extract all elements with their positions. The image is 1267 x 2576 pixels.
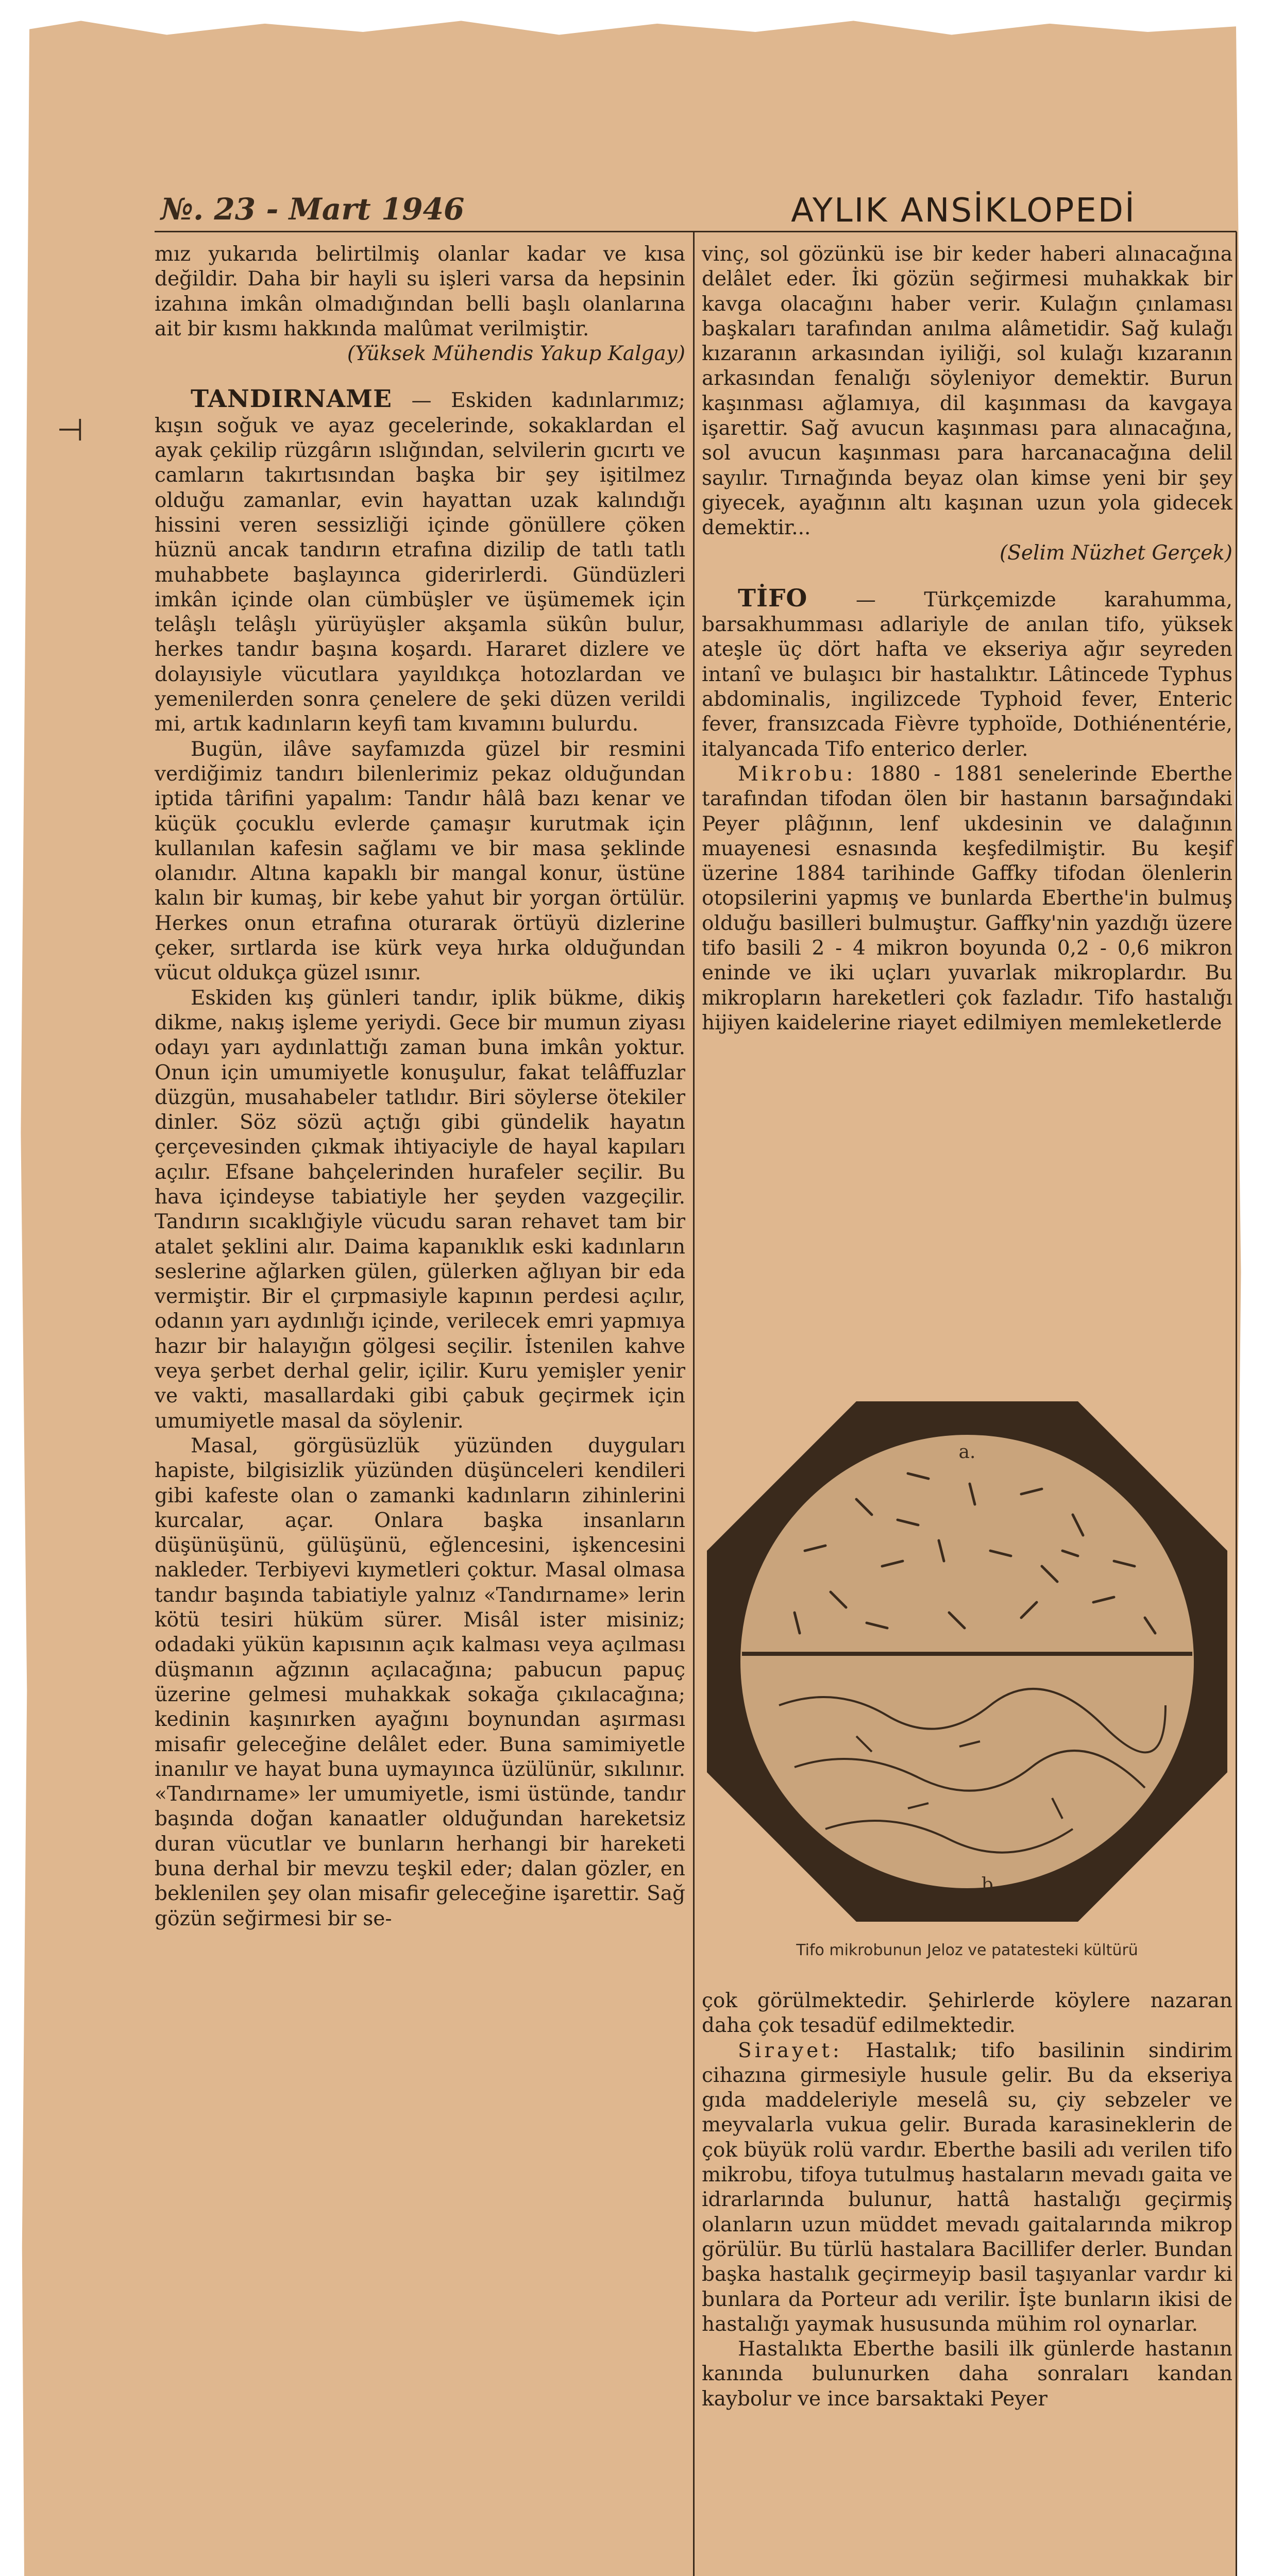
tifo-heading: TİFO <box>738 584 808 613</box>
tifo-text-1: — Türkçemizde karahumma, barsakhumması adlariyle de anılan tifo, yüksek ateşle üç dört hafta ve ekseriya ağır seyreden intanî ve bulaşıcı bir hastalıktır. Lâtincede Typhus abdominalis, ingilizcede Typhoid fever, Enteric fever, fransızcada Fièvre typhoïde, Dothiénentérie, italyancada Tifo enterico derler. <box>702 588 1232 761</box>
right-column-top <box>702 242 1232 1036</box>
figure-label-b: b. <box>981 1874 1000 1895</box>
tandirname-heading: TANDIRNAME <box>191 385 392 414</box>
tifo-paragraph-3: çok görülmektedir. Şehirlerde köylere nazaran daha çok tesadüf edilmektedir. <box>702 1989 1232 2038</box>
tandirname-paragraph-1 <box>155 387 685 737</box>
sirayet-label: Sirayet: <box>738 2039 843 2062</box>
column-divider <box>693 232 695 2576</box>
tifo-text-2: 1880 - 1881 senelerinde Eberthe tarafından tifodan ölen bir hastanın barsağındaki Peyer plâğının, lenf ukdesinin ve dalağının muayenesi esnasında keşfedilmiştir. Bu keşif üzerine 1884 tarihinde Gaffky tifodan ölenlerin otopsilerini yapmış ve bunlarda Eberthe'in bulmuş olduğu basilleri bulmuştur. Gaffky'nin yazdığı üzere tifo basili 2 - 4 mikron boyunda 0,2 - 0,6 mikron eninde ve iki uçları yuvarlak mikroplardır. Bu mikropların hareketleri çok fazladır. Tifo hastalığı hijiyen kaidelerine riayet edilmiyen memleketlerde <box>702 762 1232 1035</box>
left-column <box>155 242 685 1931</box>
issue-number: №. 23 - Mart 1946 <box>161 192 465 227</box>
author-signature-gercek: (Selim Nüzhet Gerçek) <box>999 541 1232 565</box>
culture-illustration <box>702 1396 1232 1927</box>
mikrobu-label: Mikrobu: <box>738 762 856 786</box>
tifo-paragraph-2 <box>702 762 1232 1036</box>
tifo-paragraph-5: Hastalıkta Eberthe basili ilk günlerde hastanın kanında bulunurken daha sonraları kandan kaybolur ve ince barsaktaki Peyer <box>702 2337 1232 2411</box>
tandirname-text-1: — Eskiden kadınlarımız; kışın soğuk ve ayaz gecelerinde, sokaklardan el ayak çekilip rüzgârın ıslığından, selvilerin gıcırtı ve camların takırtısından başka bir şey işitilmez olduğu zamanlar, evin hayattan uzak kalındığı hissini veren sessizliği içinde gönüllere çöken hüznü ancak tandırın etrafına dizilip de tatlı tatlı muhabbete başlayınca giderirlerdi. Gündüzleri imkân içinde olan cümbüşler ve üşümemek için telâşlı telâşlı yürüyüşler akşamla sükûn bulur, herkes tandır başına koşardı. Hararet dizlere ve dolayısiyle vücutlara yayıldıkça hotozlardan ve yemenilerden sonra çenelere de şeki düzen verildi mi, artık kadınların keyfi tam kıvamını bulurdu. <box>155 389 685 736</box>
header-rule <box>155 231 1237 232</box>
tifo-paragraph-4 <box>702 2039 1232 2337</box>
right-column-bottom <box>702 1989 1232 2412</box>
right-edge-rule <box>1236 232 1237 2576</box>
tandirname-paragraph-3: Eskiden kış günleri tandır, iplik bükme, dikiş dikme, nakış işleme yeriydi. Gece bir mumun ziyası odayı yarı aydınlattığı zaman buna imkân yoktur. Onun için umumiyetle konuşulur, fakat telâffuzlar düzgün, musahabeler tatlıdır. Biri söylerse ötekiler dinler. Söz sözü açtığı gibi gündelik hayatın çerçevesinden çıkmak ihtiyaciyle de hayal kapıları açılır. Efsane bahçelerinden hurafeler seçilir. Bu hava içindeyse tabiatiyle her şeyden vazgeçilir. Tandırın sıcaklığiyle vücudu saran rehavet tam bir atalet şeklini alır. Daima kapanıklık eski kadınların seslerine ağlarken gülen, gülerken ağlıyan bir eda vermiştir. Bir el çırpmasiyle kapının perdesi açılır, odanın yarı aydınlığı içinde, verilecek emri yapmıya hazır bir halayığın gölgesi seçilir. İstenilen kahve veya şerbet derhal gelir, içilir. Kuru yemişler yenir ve vakti, masallardaki gibi çabuk geçirmek için umumiyetle masal da söylenir. <box>155 986 685 1433</box>
author-signature-kalgay: (Yüksek Mühendis Yakup Kalgay) <box>347 342 685 366</box>
figure-label-a: a. <box>958 1442 976 1463</box>
left-continuation-text: mız yukarıda belirtilmiş olanlar kadar ve kısa değildir. Daha bir hayli su işleri varsa da hepsinin izahına imkân olmadığından belli başlı olanlarına ait bir kısmı hakkında malûmat verilmiştir. <box>155 243 685 341</box>
publication-title: AYLIK ANSİKLOPEDİ <box>791 192 1136 230</box>
figure-caption: Tifo mikrobunun Jeloz ve patatesteki kültürü <box>796 1941 1138 1959</box>
tandirname-paragraph-4: Masal, görgüsüzlük yüzünden duyguları hapiste, bilgisizlik yüzünden düşünceleri kendileri gibi kafeste olan o zamanki kadınların zihinlerini kurcalar, açar. Onlara başka insanların düşünüşünü, gülüşünü, eğlencesini, işkencesini nakleder. Terbiyevi kıymetleri çoktur. Masal olmasa tandır başında tabiatiyle yalnız «Tandırname» lerin kötü tesiri hüküm sürer. Misâl ister misiniz; odadaki yükün kapısının açık kalması veya açılması düşmanın ağzının açılacağına; pabucun papuç üzerine gelmesi muhakkak sokağa çıkılacağına; kedinin kaşınırken ayağını boynundan aşırması misafir geleceğine delâlet eder. Buna samimiyetle inanılır ve hayat buna uymayınca üzülünür, sıkılınır. «Tandırname» ler umumiyetle, ismi üstünde, tandır başında doğan kanaatler olduğundan hareketsiz duran vücutlar ve bunların herhangi bir hareketi buna derhal bir mevzu teşkil eder; dalan gözler, en beklenilen şey olan misafir geleceğine işarettir. Sağ gözün seğirmesi bir se- <box>155 1434 685 1930</box>
tifo-text-4: Hastalık; tifo basilinin sindirim cihazına girmesiyle husule gelir. Bu da ekseriya gıda maddeleriyle meselâ su, çiy sebzeler ve meyvalarla vukua gelir. Burada karasineklerin de çok büyük rolü vardır. Eberthe basili adı verilen tifo mikrobu, tifoya tutulmuş hastaların mevadı gaita ve idrarlarında bulunur, hattâ hastalığı geçirmiş olanların uzun müddet mevadı gaitalarında mikrop görülür. Bu türlü hastalara Bacillifer derler. Bundan başka hastalık geçirmeyip basil taşıyanlar vardır ki bunlara da Porteur adı verilir. İşte bunların ikisi de hastalığı yaymak hususunda mühim rol oynarlar. <box>702 2039 1232 2336</box>
right-continuation-text: vinç, sol gözünkü ise bir keder haberi alınacağına delâlet eder. İki gözün seğirmesi muhakkak bir kavga olacağını haber verir. Kulağın çınlaması başkaları tarafından anılma alâmetidir. Sağ kulağı kızaranın arkasından iyiliği, sol kulağı kızaranın arkasından fenalığı söyleniyor demektir. Burun kaşınması ağlamıya, dil kaşınması da kavgaya işarettir. Sağ avucun kaşınması para alınacağına, sol avucun kaşınması para harcanacağına delil sayılır. Tırnağında beyaz olan kimse yeni bir şey giyecek, ayağının altı kaşınan uzun yola gidecek demektir... <box>702 243 1232 540</box>
bacteria-culture-figure <box>702 1396 1232 1927</box>
tifo-paragraph-1 <box>702 586 1232 762</box>
margin-pencil-mark: ⊣ <box>57 412 84 448</box>
tandirname-paragraph-2: Bugün, ilâve sayfamızda güzel bir resmini verdiğimiz tandırı bilenlerimiz pekaz olduğundan iptida târifini yapalım: Tandır hâlâ bazı kenar ve küçük çocuklu evlerde çamaşır kurutmak için kullanılan kafesin sağlamı ve bir masa şeklinde olanıdır. Altına kapaklı bir mangal konur, üstüne kalın bir kumaş, bir kebe yahut bir yorgan örtülür. Herkes onun etrafına oturarak örtüyü dizlerine çeker, sırtlarda ise kürk veya hırka olduğundan vücut oldukça güzel ısınır. <box>155 737 685 985</box>
